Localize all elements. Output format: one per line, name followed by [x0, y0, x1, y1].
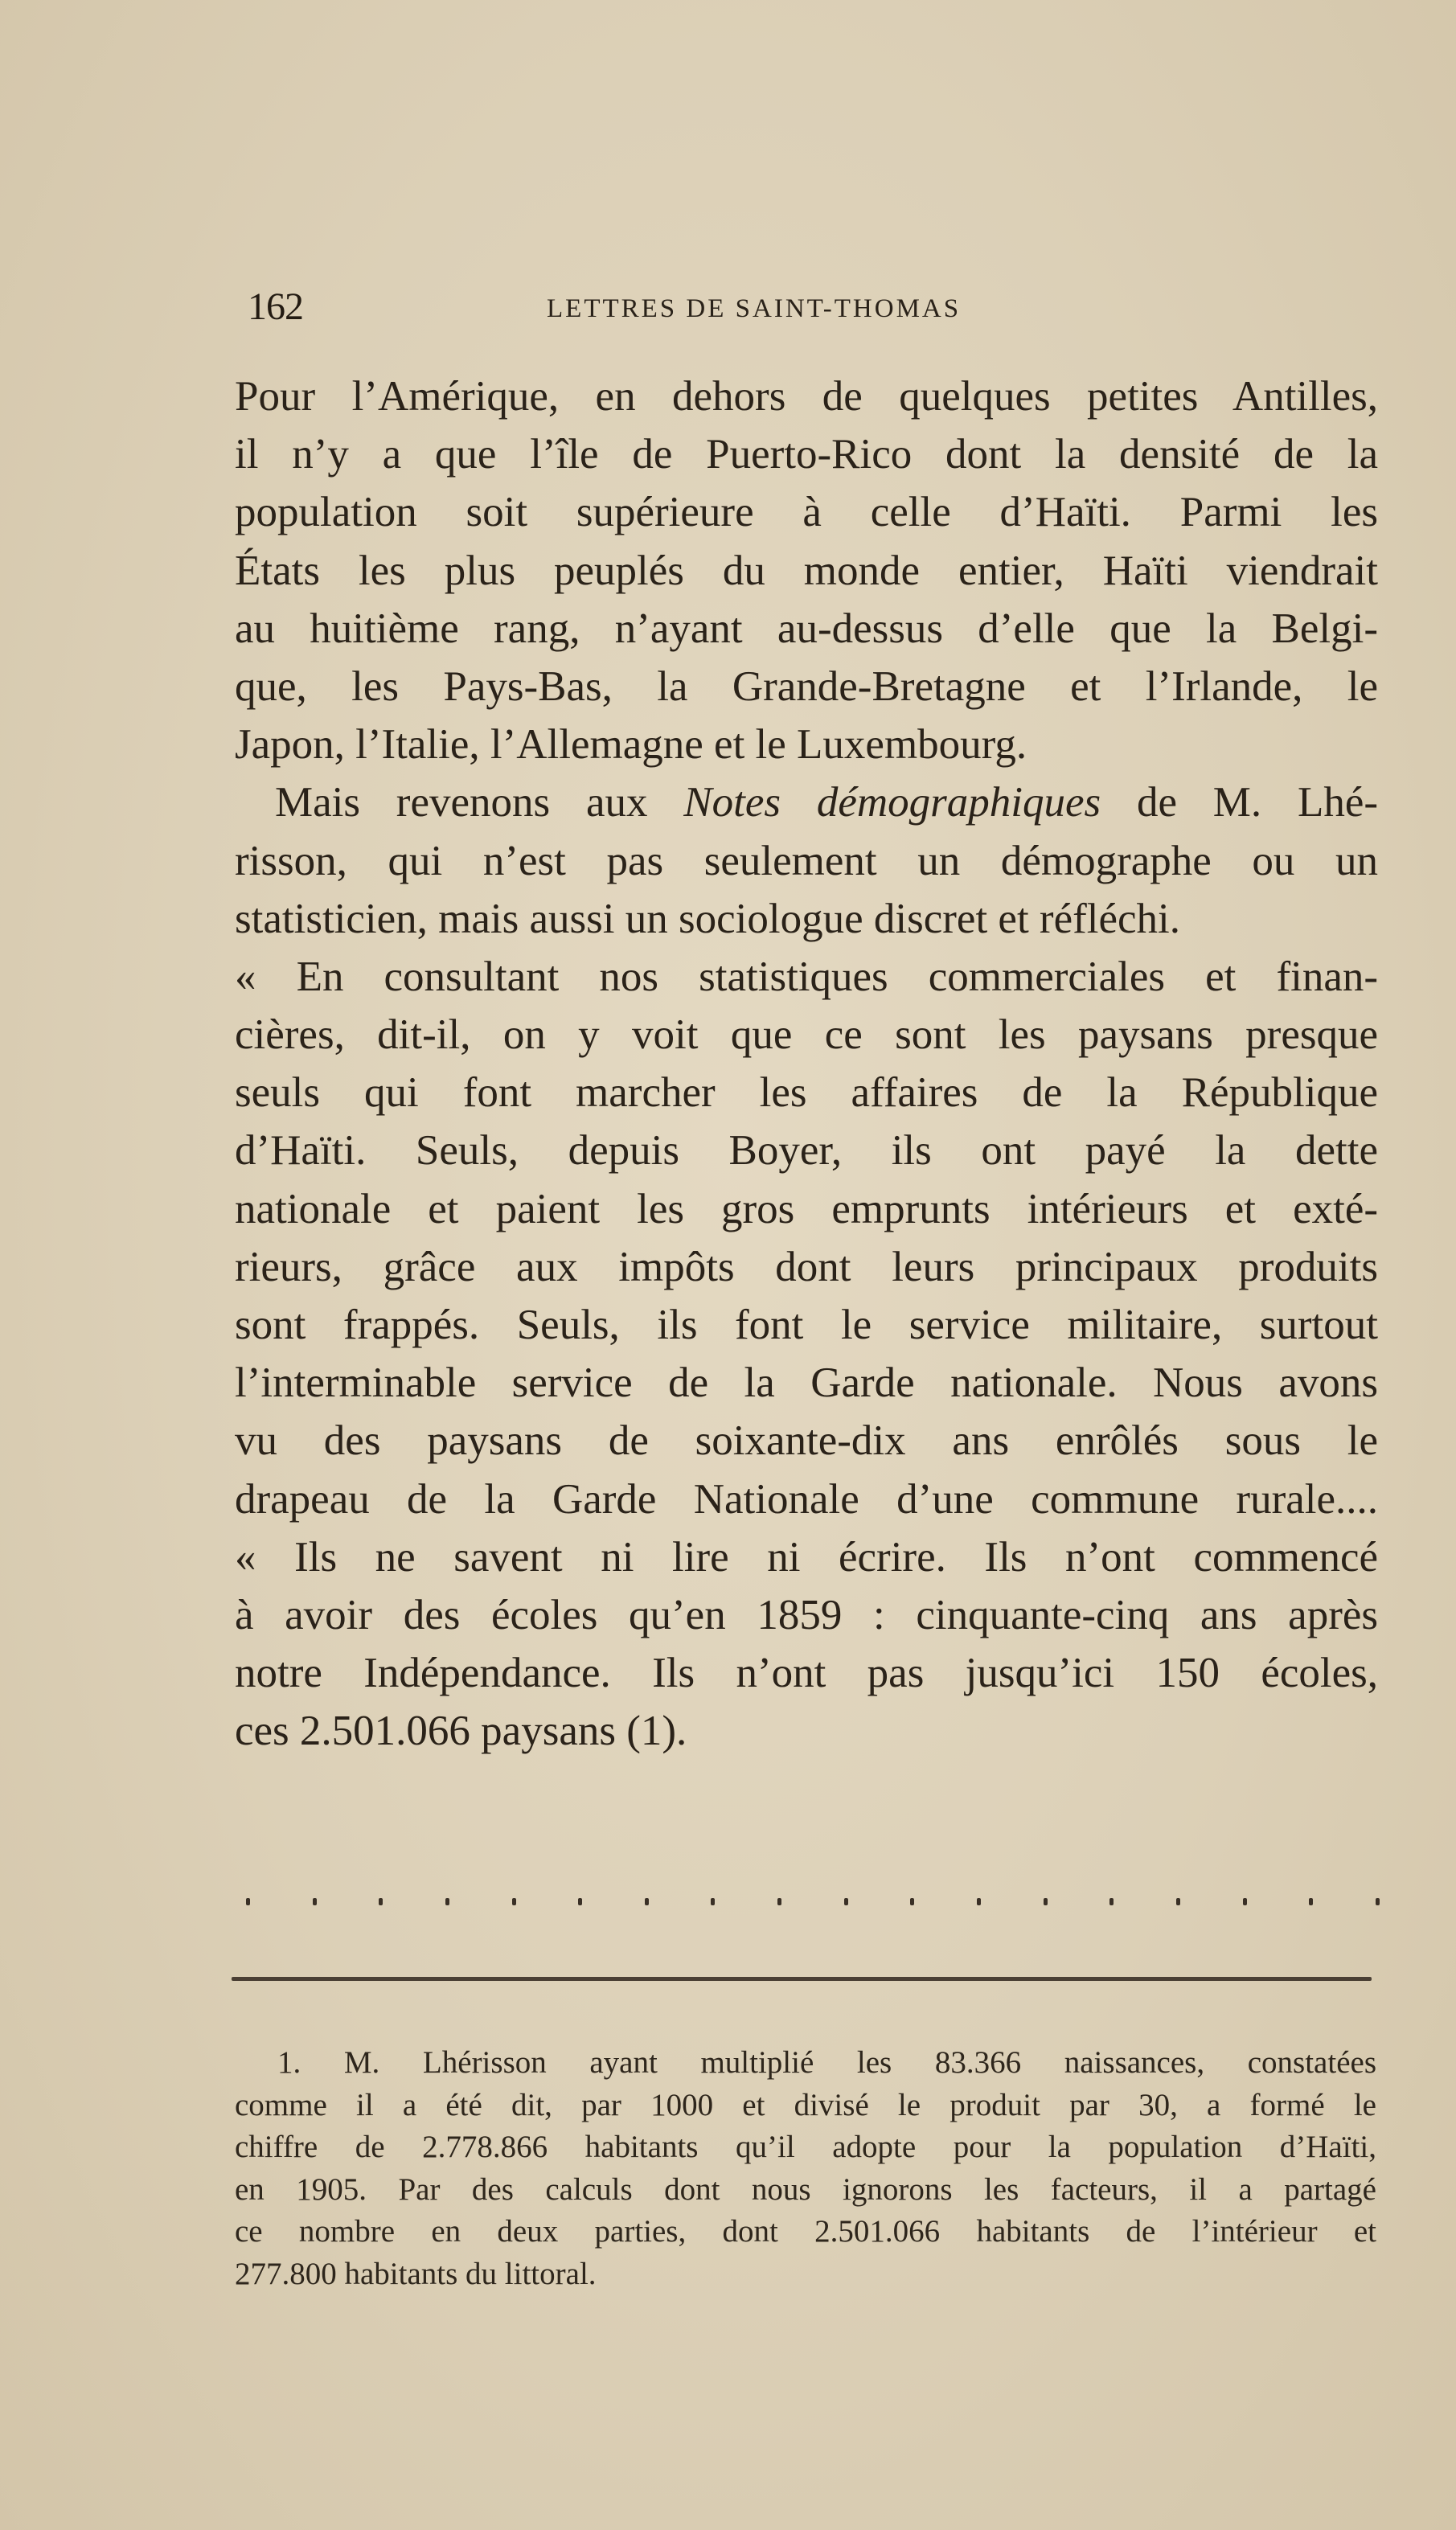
- ellipsis-dot: [379, 1898, 383, 1905]
- text-line: États les plus peuplés du monde entier, Haïti viendrait: [235, 547, 1378, 594]
- ellipsis-dot: [1376, 1898, 1380, 1905]
- ellipsis-dot: [313, 1898, 317, 1905]
- text-line: population soit supérieure à celle d’Haïti. Parmi les: [235, 489, 1378, 536]
- ellipsis-dot: [977, 1898, 981, 1905]
- footnote-line: 277.800 habitants du littoral.: [235, 2256, 597, 2291]
- running-head: [248, 283, 1373, 331]
- text-line: risson, qui n’est pas seulement un démographe ou un: [235, 837, 1378, 884]
- quote-line: cières, dit-il, on y voit que ce sont les paysans presque: [235, 1011, 1378, 1059]
- ellipsis-dot: [1176, 1898, 1180, 1905]
- ellipsis-dot: [711, 1898, 715, 1905]
- quote-line: nationale et paient les gros emprunts intérieurs et exté-: [235, 1185, 1378, 1232]
- text-line: [235, 773, 1378, 831]
- ellipsis-dot: [910, 1898, 914, 1905]
- text-span: de M. Lhé-: [1136, 779, 1379, 826]
- quote-line: drapeau de la Garde Nationale d’une commune rurale....: [235, 1475, 1378, 1523]
- ellipsis-dot: [844, 1898, 848, 1905]
- text-line: au huitième rang, n’ayant au-dessus d’elle que la Belgi-: [235, 605, 1378, 652]
- ellipsis-dots-row: [246, 1889, 1380, 1913]
- ellipsis-dot: [512, 1898, 516, 1905]
- ellipsis-dot: [1109, 1898, 1114, 1905]
- quote-line: d’Haïti. Seuls, depuis Boyer, ils ont payé la dette: [235, 1127, 1378, 1175]
- quote-line: « Ils ne savent ni lire ni écrire. Ils n’ont commencé: [235, 1533, 1378, 1581]
- ellipsis-dot: [777, 1898, 781, 1905]
- ellipsis-dot: [1044, 1898, 1048, 1905]
- text-line: il n’y a que l’île de Puerto-Rico dont la densité de la: [235, 431, 1378, 478]
- text-line: Pour l’Amérique, en dehors de quelques petites Antilles,: [235, 373, 1378, 420]
- text-line: statisticien, mais aussi un sociologue discret et réfléchi.: [235, 895, 1180, 942]
- text-line: que, les Pays-Bas, la Grande-Bretagne et l’Irlande, le: [235, 662, 1378, 710]
- quote-line: notre Indépendance. Ils n’ont pas jusqu’ici 150 écoles,: [235, 1650, 1378, 1697]
- footnote-line: 1. M. Lhérisson ayant multiplié les 83.366 naissances, constatées: [277, 2045, 1376, 2080]
- quote-line: ces 2.501.066 paysans (1).: [235, 1708, 687, 1755]
- ellipsis-dot: [1309, 1898, 1313, 1905]
- text-span: Mais revenons aux: [275, 779, 648, 826]
- quote-line: seuls qui font marcher les affaires de la République: [235, 1069, 1378, 1117]
- quote-line: l’interminable service de la Garde nationale. Nous avons: [235, 1359, 1378, 1407]
- quote-line: « En consultant nos statistiques commerciales et finan-: [235, 953, 1378, 1000]
- footnote-rule: [232, 1977, 1372, 1981]
- footnote-line: ce nombre en deux parties, dont 2.501.066 habitants de l’intérieur et: [235, 2214, 1376, 2249]
- body-text: [235, 367, 1378, 1761]
- quote-line: sont frappés. Seuls, ils font le service militaire, surtout: [235, 1302, 1378, 1348]
- footnote-line: comme il a été dit, par 1000 et divisé le produit par 30, a formé le: [235, 2087, 1376, 2122]
- quote-line: rieurs, grâce aux impôts dont leurs principaux produits: [235, 1243, 1378, 1290]
- page-number: 162: [248, 285, 303, 328]
- ellipsis-dot: [246, 1898, 250, 1905]
- ellipsis-dot: [1243, 1898, 1247, 1905]
- ellipsis-dot: [445, 1898, 449, 1905]
- running-title: LETTRES DE SAINT-THOMAS: [547, 294, 962, 323]
- footnote: [235, 2042, 1376, 2295]
- footnote-line: chiffre de 2.778.866 habitants qu’il adopte pour la population d’Haïti,: [235, 2130, 1376, 2164]
- footnote-line: en 1905. Par des calculs dont nous ignorons les facteurs, il a partagé: [235, 2171, 1376, 2207]
- ellipsis-dot: [645, 1898, 649, 1905]
- text-line: Japon, l’Italie, l’Allemagne et le Luxembourg.: [235, 721, 1027, 769]
- ellipsis-dot: [578, 1898, 582, 1905]
- quote-line: à avoir des écoles qu’en 1859 : cinquante-cinq ans après: [235, 1591, 1378, 1638]
- book-title-italic: Notes démographiques: [683, 779, 1101, 826]
- quote-line: vu des paysans de soixante-dix ans enrôlés sous le: [235, 1417, 1378, 1465]
